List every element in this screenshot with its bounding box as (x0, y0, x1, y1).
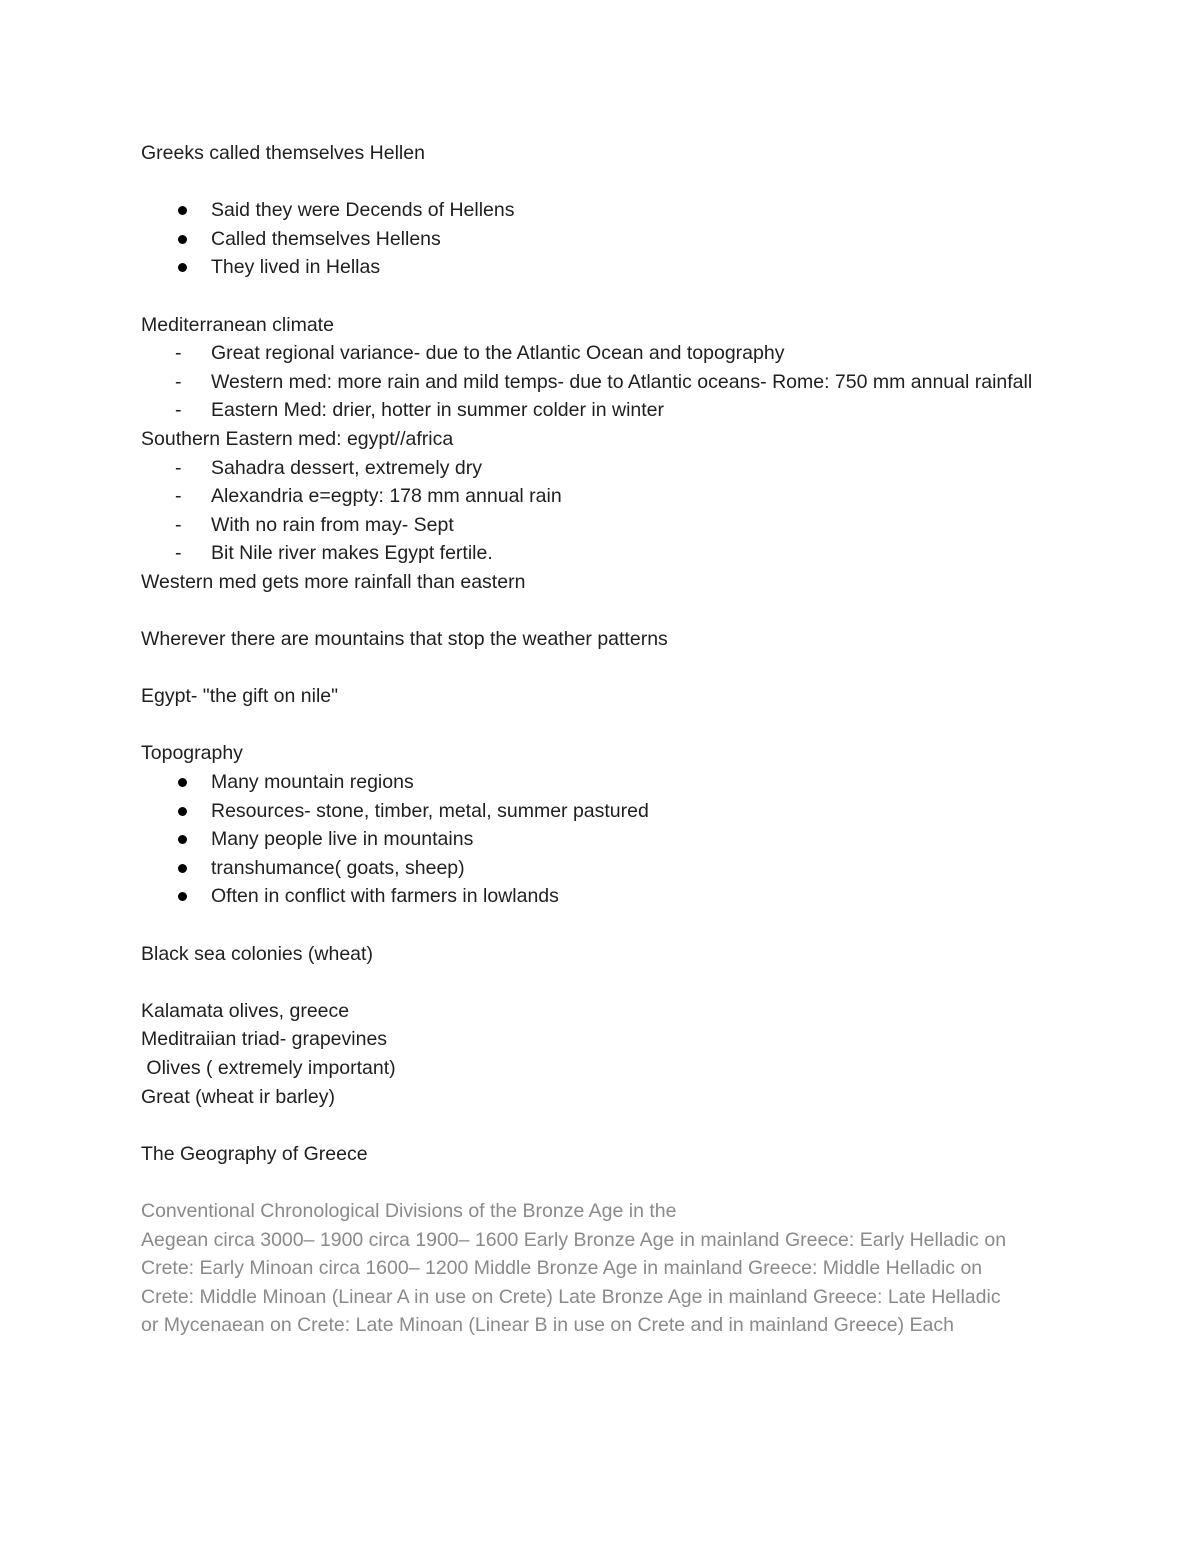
list-item-text: Sahadra dessert, extremely dry (211, 456, 482, 479)
spacer (141, 597, 1071, 626)
line-kalamata: Kalamata olives, greece (141, 999, 350, 1022)
bullet-dot-icon (178, 206, 187, 215)
dash-marker: - (175, 342, 182, 365)
spacer (141, 168, 1071, 197)
line-geography: The Geography of Greece (141, 1142, 368, 1165)
list-item-text: Resources- stone, timber, metal, summer pastured (211, 799, 649, 822)
list-item-text: Said they were Decends of Hellens (211, 199, 515, 222)
spacer (141, 1111, 1071, 1140)
list-item-text: Called themselves Hellens (211, 227, 441, 250)
spacer (141, 654, 1071, 683)
list-item (141, 797, 1071, 826)
line-triad: Meditraiian triad- grapevines (141, 1028, 388, 1051)
line-western: Western med gets more rainfall than eastern (141, 570, 526, 593)
list-item-text: Alexandria e=egpty: 178 mm annual rain (211, 485, 562, 508)
excerpt-line: Aegean circa 3000– 1900 circa 1900– 1600 Early Bronze Age in mainland Greece: Early Helladic on (141, 1228, 1007, 1251)
spacer (141, 911, 1071, 940)
spacer (141, 711, 1071, 740)
heading-climate: Mediterranean climate (141, 313, 334, 336)
quoted-excerpt (141, 1197, 1071, 1340)
list-item-text: Western med: more rain and mild temps- due to Atlantic oceans- Rome: 750 mm annual rainfall (211, 370, 1033, 393)
hellen-list (141, 196, 1071, 282)
list-item (141, 225, 1071, 254)
document-body (141, 139, 1071, 1340)
heading-hellen: Greeks called themselves Hellen (141, 142, 425, 164)
excerpt-line: Conventional Chronological Divisions of the Bronze Age in the (141, 1199, 677, 1222)
line-mountains: Wherever there are mountains that stop the weather patterns (141, 628, 668, 651)
bullet-dot-icon (178, 263, 187, 272)
line-olives: Olives ( extremely important) (141, 1057, 396, 1079)
list-item-text: Eastern Med: drier, hotter in summer colder in winter (211, 399, 665, 422)
list-item (141, 882, 1071, 911)
list-item-text: Often in conflict with farmers in lowlands (211, 885, 559, 908)
dash-marker: - (175, 399, 182, 422)
excerpt-line: Crete: Early Minoan circa 1600– 1200 Middle Bronze Age in mainland Greece: Middle Helladic on (141, 1257, 983, 1280)
list-item (141, 854, 1071, 883)
excerpt-line: Crete: Middle Minoan (Linear A in use on Crete) Late Bronze Age in mainland Greece: Late Helladic (141, 1285, 1001, 1308)
list-item-text: With no rain from may- Sept (211, 513, 454, 536)
list-item (141, 482, 1071, 511)
line-black-sea: Black sea colonies (wheat) (141, 942, 373, 965)
line-egypt: Egypt- "the gift on nile" (141, 685, 339, 708)
list-item-text: Many people live in mountains (211, 828, 474, 851)
spacer (141, 282, 1071, 311)
list-item (141, 539, 1071, 568)
list-item (141, 339, 1071, 368)
list-item-text: Great regional variance- due to the Atlantic Ocean and topography (211, 342, 785, 365)
list-item (141, 368, 1071, 397)
bullet-dot-icon (178, 835, 187, 844)
spacer (141, 968, 1071, 997)
list-item (141, 768, 1071, 797)
list-item-text: transhumance( goats, sheep) (211, 856, 465, 879)
climate-list (141, 339, 1071, 425)
list-item (141, 196, 1071, 225)
list-item (141, 253, 1071, 282)
list-item-text: Bit Nile river makes Egypt fertile. (211, 542, 493, 565)
list-item (141, 825, 1071, 854)
dash-marker: - (175, 485, 182, 508)
heading-topography: Topography (141, 742, 243, 765)
dash-marker: - (175, 370, 182, 393)
excerpt-line: or Mycenaean on Crete: Late Minoan (Linear B in use on Crete and in mainland Greece) Each (141, 1314, 954, 1337)
bullet-dot-icon (178, 864, 187, 873)
list-item (141, 511, 1071, 540)
bullet-dot-icon (178, 807, 187, 816)
topography-list (141, 768, 1071, 911)
dash-marker: - (175, 513, 182, 536)
spacer (141, 1168, 1071, 1197)
list-item (141, 396, 1071, 425)
dash-marker: - (175, 456, 182, 479)
bullet-dot-icon (178, 892, 187, 901)
heading-southern: Southern Eastern med: egypt//africa (141, 427, 454, 450)
list-item-text: They lived in Hellas (211, 256, 381, 279)
bullet-dot-icon (178, 235, 187, 244)
line-great: Great (wheat ir barley) (141, 1085, 335, 1108)
bullet-dot-icon (178, 778, 187, 787)
southern-list (141, 454, 1071, 568)
list-item (141, 454, 1071, 483)
dash-marker: - (175, 542, 182, 565)
list-item-text: Many mountain regions (211, 771, 414, 794)
